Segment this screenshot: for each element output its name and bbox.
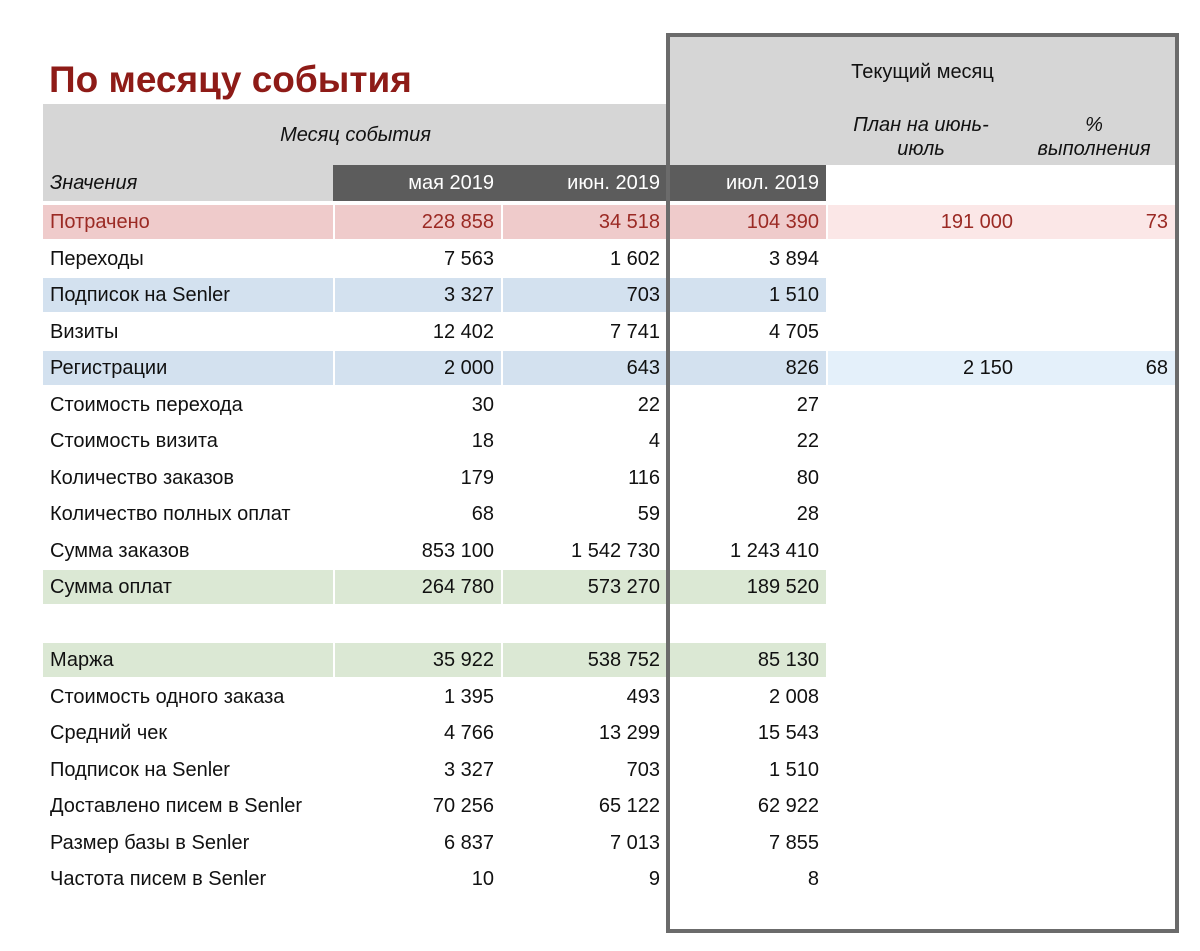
row-label [43,607,333,641]
plan-header [826,113,1016,161]
pct-value [1020,643,1175,677]
row-value: 1 243 410 [730,539,819,562]
row-value: 7 013 [609,831,660,854]
plan-value [828,607,1020,641]
row-value: 12 402 [432,320,494,343]
row-value: 9 [648,868,660,890]
event-month-header: Месяц события [280,124,431,146]
plan-header-line2: июль [897,138,945,160]
pct-value [1020,388,1175,422]
row-value: 264 780 [335,570,501,604]
plan-header-line1: План на июнь- [853,114,989,136]
row-value: 538 752 [503,643,667,677]
row-value: 7 855 [768,831,819,854]
row-value: 8 [807,868,819,890]
pct-value [1020,826,1175,860]
row-value: 643 [503,351,667,385]
plan-value [828,716,1020,750]
row-value: 4 [648,430,660,452]
row-value: 826 [669,351,826,385]
plan-value [828,424,1020,458]
plan-value [828,242,1020,276]
plan-value [828,278,1020,312]
row-value: 853 100 [421,539,494,562]
row-value: 1 602 [609,247,660,270]
row-value: 85 130 [669,643,826,677]
row-label: Сумма заказов [50,539,190,562]
row-value: 22 [796,430,819,452]
row-value: 573 270 [503,570,667,604]
pct-value [1020,315,1175,349]
plan-value [828,826,1020,860]
row-value: 13 299 [598,722,660,744]
row-label: Подписок на Senler [50,758,230,781]
plan-value [828,315,1020,349]
plan-value [828,461,1020,495]
row-value: 189 520 [669,570,826,604]
row-label: Подписок на Senler [43,278,333,312]
row-label: Количество заказов [50,466,235,489]
pct-value [1020,242,1175,276]
row-value [669,607,826,641]
row-value: 4 705 [768,320,819,343]
month-header-may: мая 2019 [408,172,494,194]
row-value: 6 837 [443,831,494,854]
pct-value [1020,461,1175,495]
row-label: Потрачено [43,205,333,239]
row-value: 1 395 [443,685,494,708]
row-label: Частота писем в Senler [50,868,267,890]
row-value: 35 922 [335,643,501,677]
row-label: Переходы [50,247,144,270]
row-label: Визиты [50,320,119,343]
plan-value: 2 150 [828,351,1020,385]
plan-value [828,643,1020,677]
row-value: 7 563 [443,247,494,270]
pct-header-line2: выполнения [1037,138,1151,160]
plan-value [828,789,1020,823]
pct-value [1020,607,1175,641]
row-value: 1 542 730 [571,539,660,562]
pct-value [1020,424,1175,458]
row-value: 28 [796,503,819,525]
row-label: Стоимость перехода [50,393,243,416]
row-value: 59 [637,503,660,525]
row-value: 104 390 [669,205,826,239]
plan-value [828,862,1020,896]
row-value: 7 741 [609,320,660,343]
row-label: Количество полных оплат [50,503,291,525]
row-value: 22 [637,393,660,416]
month-header-jul: июл. 2019 [725,172,819,194]
row-value: 2 008 [768,685,819,708]
pct-value: 73 [1020,205,1175,239]
row-value: 15 543 [757,722,819,744]
row-value: 80 [796,466,819,489]
row-value: 703 [626,758,660,781]
pct-value: 68 [1020,351,1175,385]
pct-value [1020,680,1175,714]
plan-value [828,570,1020,604]
current-month-header: Текущий месяц [851,61,994,83]
pct-header [1020,113,1168,161]
plan-value [828,534,1020,568]
page-title: По месяцу события [49,59,412,100]
row-label: Регистрации [43,351,333,385]
month-header-jun: июн. 2019 [567,172,660,194]
row-value: 18 [471,430,494,452]
row-value: 703 [503,278,667,312]
row-value: 1 510 [768,758,819,781]
pct-value [1020,753,1175,787]
row-label: Сумма оплат [43,570,333,604]
row-value: 34 518 [503,205,667,239]
row-value [335,607,501,641]
pct-value [1020,534,1175,568]
plan-value [828,680,1020,714]
pct-header-line1: % [1085,114,1103,136]
row-label: Стоимость одного заказа [50,685,285,708]
row-value: 493 [626,685,660,708]
row-value: 4 766 [443,722,494,744]
row-value: 1 510 [669,278,826,312]
row-value: 30 [471,393,494,416]
row-value: 10 [471,868,494,890]
pct-value [1020,862,1175,896]
row-value: 116 [628,466,660,489]
row-label: Доставлено писем в Senler [50,795,303,817]
plan-value: 191 000 [828,205,1020,239]
row-value: 27 [796,393,819,416]
row-label: Маржа [43,643,333,677]
row-value: 3 327 [335,278,501,312]
row-value: 70 256 [432,795,494,817]
pct-value [1020,789,1175,823]
values-header: Значения [50,172,138,194]
row-value: 62 922 [757,795,819,817]
row-label: Средний чек [50,722,168,744]
plan-value [828,388,1020,422]
row-value [503,607,667,641]
row-label: Стоимость визита [50,430,218,452]
pct-value [1020,716,1175,750]
row-value: 68 [471,503,494,525]
plan-value [828,753,1020,787]
row-value: 228 858 [335,205,501,239]
row-value: 179 [460,466,494,489]
row-value: 2 000 [335,351,501,385]
row-value: 3 894 [768,247,819,270]
row-value: 3 327 [443,758,494,781]
row-value: 65 122 [598,795,660,817]
plan-value [828,497,1020,531]
pct-value [1020,497,1175,531]
row-label: Размер базы в Senler [50,831,250,854]
pct-value [1020,278,1175,312]
pct-value [1020,570,1175,604]
